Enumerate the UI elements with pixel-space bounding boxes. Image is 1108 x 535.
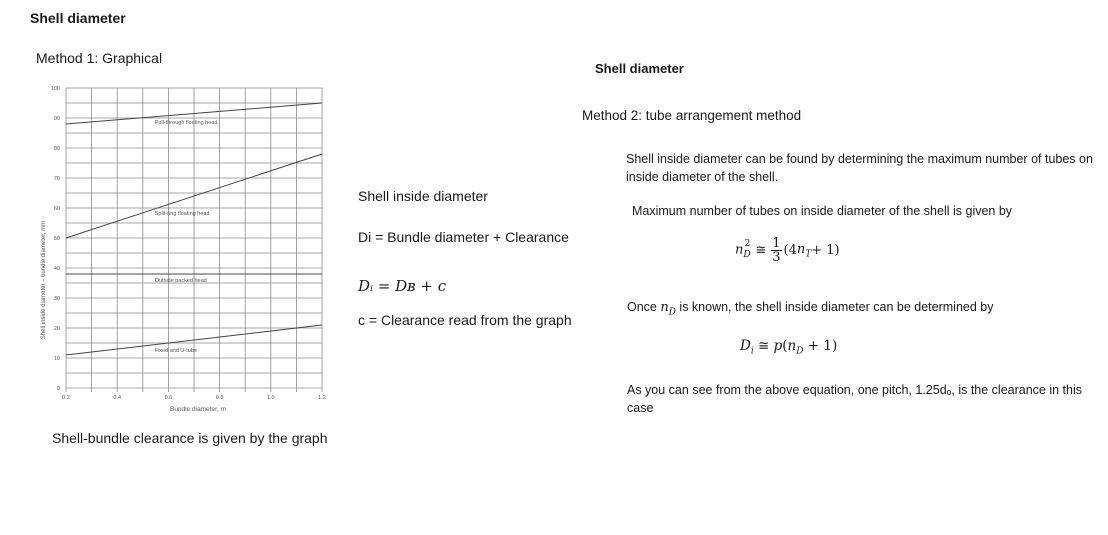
paragraph-pitch-clearance: As you can see from the above equation, one pitch, 1.25dₒ, is the clearance in this case [627, 383, 1082, 415]
series-label: Split-ring floating head [154, 210, 210, 217]
x-tick-label: 1.2 [318, 395, 326, 401]
page-heading-right: Shell diameter [595, 61, 684, 76]
y-tick-label: 90 [53, 116, 60, 122]
clearance-chart [32, 80, 342, 420]
page-heading-left: Shell diameter [30, 10, 126, 26]
y-tick-label: 60 [53, 206, 60, 212]
chart-y-ticks [51, 86, 60, 392]
y-tick-label: 50 [53, 236, 60, 242]
y-tick-label: 40 [53, 266, 60, 272]
shell-inside-diameter-heading: Shell inside diameter [358, 188, 488, 204]
chart-grid [66, 88, 322, 392]
clearance-note: c = Clearance read from the graph [358, 312, 572, 328]
paragraph-once-nd: Once $n_D$ is known, the shell inside diameter can be determined by [627, 300, 994, 318]
x-tick-label: 0.2 [62, 395, 70, 401]
y-tick-label: 100 [50, 86, 60, 92]
x-tick-label: 0.6 [164, 395, 173, 401]
formula-math: Dᵢ = Dʙ + c [358, 277, 447, 295]
x-tick-label: 1.0 [266, 395, 275, 401]
method-1-label: Method 1: Graphical [36, 50, 163, 66]
formula-text [358, 229, 569, 245]
paragraph-given-by: Maximum number of tubes on inside diameter of the shell is given by [632, 204, 1013, 218]
chart-x-axis-label: Bundle diameter, m [169, 406, 227, 413]
chart-series-labels [155, 120, 218, 354]
y-tick-label: 30 [53, 296, 60, 302]
method-2-label: Method 2: tube arrangement method [582, 108, 802, 123]
equation-max-tubes: $n_D^2$ ≅ 1 3 (4 $n_T$ + 1) [735, 236, 840, 265]
y-tick-label: 20 [53, 326, 60, 332]
y-tick-label: 0 [56, 386, 60, 392]
equation-shell-diameter: $D_i$ ≅ $p(n_D + 1)$ [740, 338, 838, 357]
y-tick-label: 80 [53, 146, 60, 152]
chart-caption: Shell-bundle clearance is given by the graph [52, 430, 328, 446]
series-label: Fixed and U-tube [154, 347, 197, 354]
paragraph-max-tubes: Shell inside diameter can be found by determining the maximum number of tubes on inside diameter of the shell. [626, 152, 1093, 184]
formula-text-value: Di = Bundle diameter + Clearance [358, 229, 569, 245]
chart-y-axis-label: Shell inside diameter – bundle diameter, mm [41, 220, 47, 340]
chart-x-ticks [62, 395, 326, 401]
y-tick-label: 70 [53, 176, 60, 182]
y-tick-label: 10 [53, 356, 60, 362]
x-tick-label: 0.8 [215, 395, 224, 401]
series-label: Pull-through floating head [154, 120, 218, 127]
x-tick-label: 0.4 [113, 395, 122, 401]
series-label: Outside packed head [154, 278, 207, 284]
